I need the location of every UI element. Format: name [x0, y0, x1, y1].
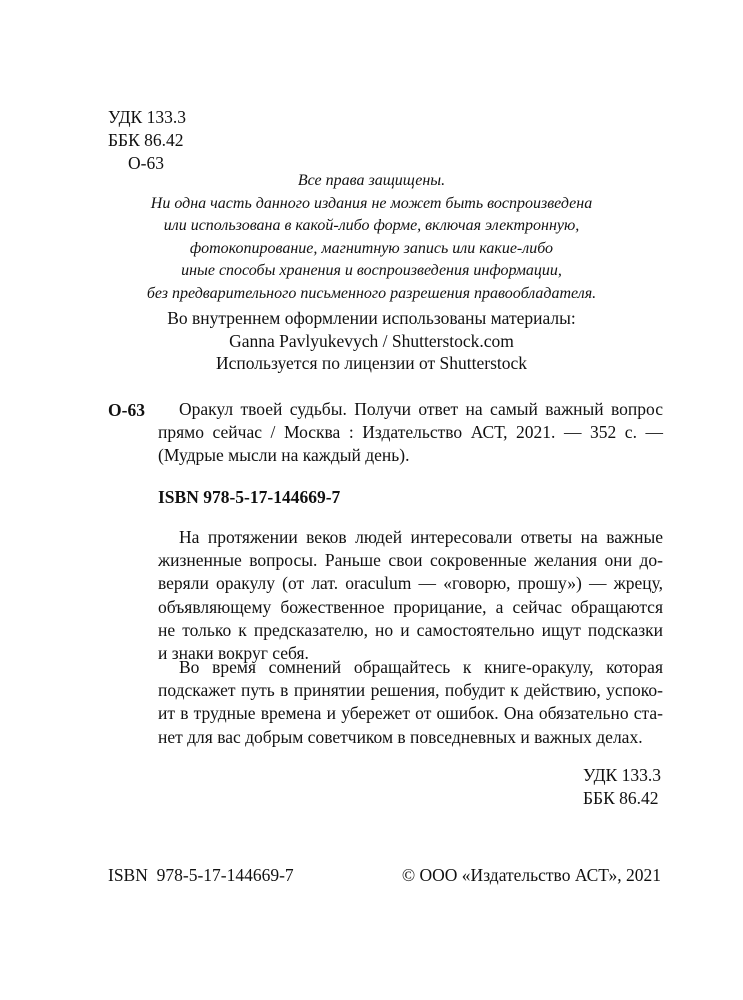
annotation-line: подскажет путь в принятии решения, побудит к действию, успоко-: [158, 680, 663, 701]
rights-line: фотокопирование, магнитную запись или какие-либо: [189, 239, 554, 257]
annotation-line: веряли оракулу (от лат. oraculum — «говорю, прошу») — жрецу,: [158, 573, 663, 594]
annotation-line: не только к предсказателю, но и самостоятельно ищут подсказки: [158, 619, 663, 640]
classification-bbk: ББК 86.42: [583, 788, 659, 808]
bibliography-isbn: ISBN 978-5-17-144669-7: [158, 487, 341, 507]
design-credits: [60, 307, 683, 375]
annotation-line: и знаки вокруг себя.: [158, 643, 309, 664]
header-udk: УДК 133.3: [108, 107, 186, 127]
annotation-paragraph-1: [158, 526, 663, 665]
bibliography-line: (Мудрые мысли на каждый день).: [158, 445, 410, 466]
rights-line: без предварительного письменного разрешения правообладателя.: [146, 284, 597, 302]
annotation-line: нет для вас добрым советчиком в повседневных и важных делах.: [158, 726, 643, 747]
annotation-paragraph-2: [158, 656, 663, 749]
annotation-line: Во время сомнений обращайтесь к книге-оракулу, которая: [179, 657, 663, 677]
annotation-line: объявляющему божественное прорицание, а сейчас обращаются: [158, 596, 663, 617]
bibliography-mark: О-63: [108, 400, 145, 420]
footer-copyright: © ООО «Издательство АСТ», 2021: [401, 865, 661, 885]
annotation-line: жизненные вопросы. Раньше свои сокровенные желания они до-: [158, 550, 663, 571]
rights-line: Все права защищены.: [297, 172, 446, 189]
rights-line: иные способы хранения и воспроизведения информации,: [181, 262, 562, 279]
rights-line: или использована в какой-либо форме, включая электронную,: [163, 217, 580, 234]
header-bbk: ББК 86.42: [108, 130, 184, 150]
rights-notice: [60, 170, 683, 305]
bibliography-line: прямо сейчас / Москва : Издательство АСТ, 2021. — 352 с. —: [158, 422, 663, 443]
footer-isbn: ISBN 978-5-17-144669-7: [108, 865, 294, 885]
bibliography-description: [158, 398, 663, 468]
bibliography-line: Оракул твоей судьбы. Получи ответ на самый важный вопрос: [179, 399, 663, 419]
credits-line: Ganna Pavlyukevych / Shutterstock.com: [229, 330, 514, 351]
rights-line: Ни одна часть данного издания не может быть воспроизведена: [150, 194, 593, 212]
credits-line: Используется по лицензии от Shutterstock: [215, 353, 528, 373]
credits-line: Во внутреннем оформлении использованы материалы:: [167, 308, 576, 328]
annotation-line: На протяжении веков людей интересовали ответы на важные: [179, 527, 663, 547]
header-author-mark: О-63: [128, 153, 164, 173]
annotation-line: ит в трудные времена и убережет от ошибок. Она обязательно ста-: [158, 703, 663, 724]
classification-udk: УДК 133.3: [583, 765, 661, 785]
